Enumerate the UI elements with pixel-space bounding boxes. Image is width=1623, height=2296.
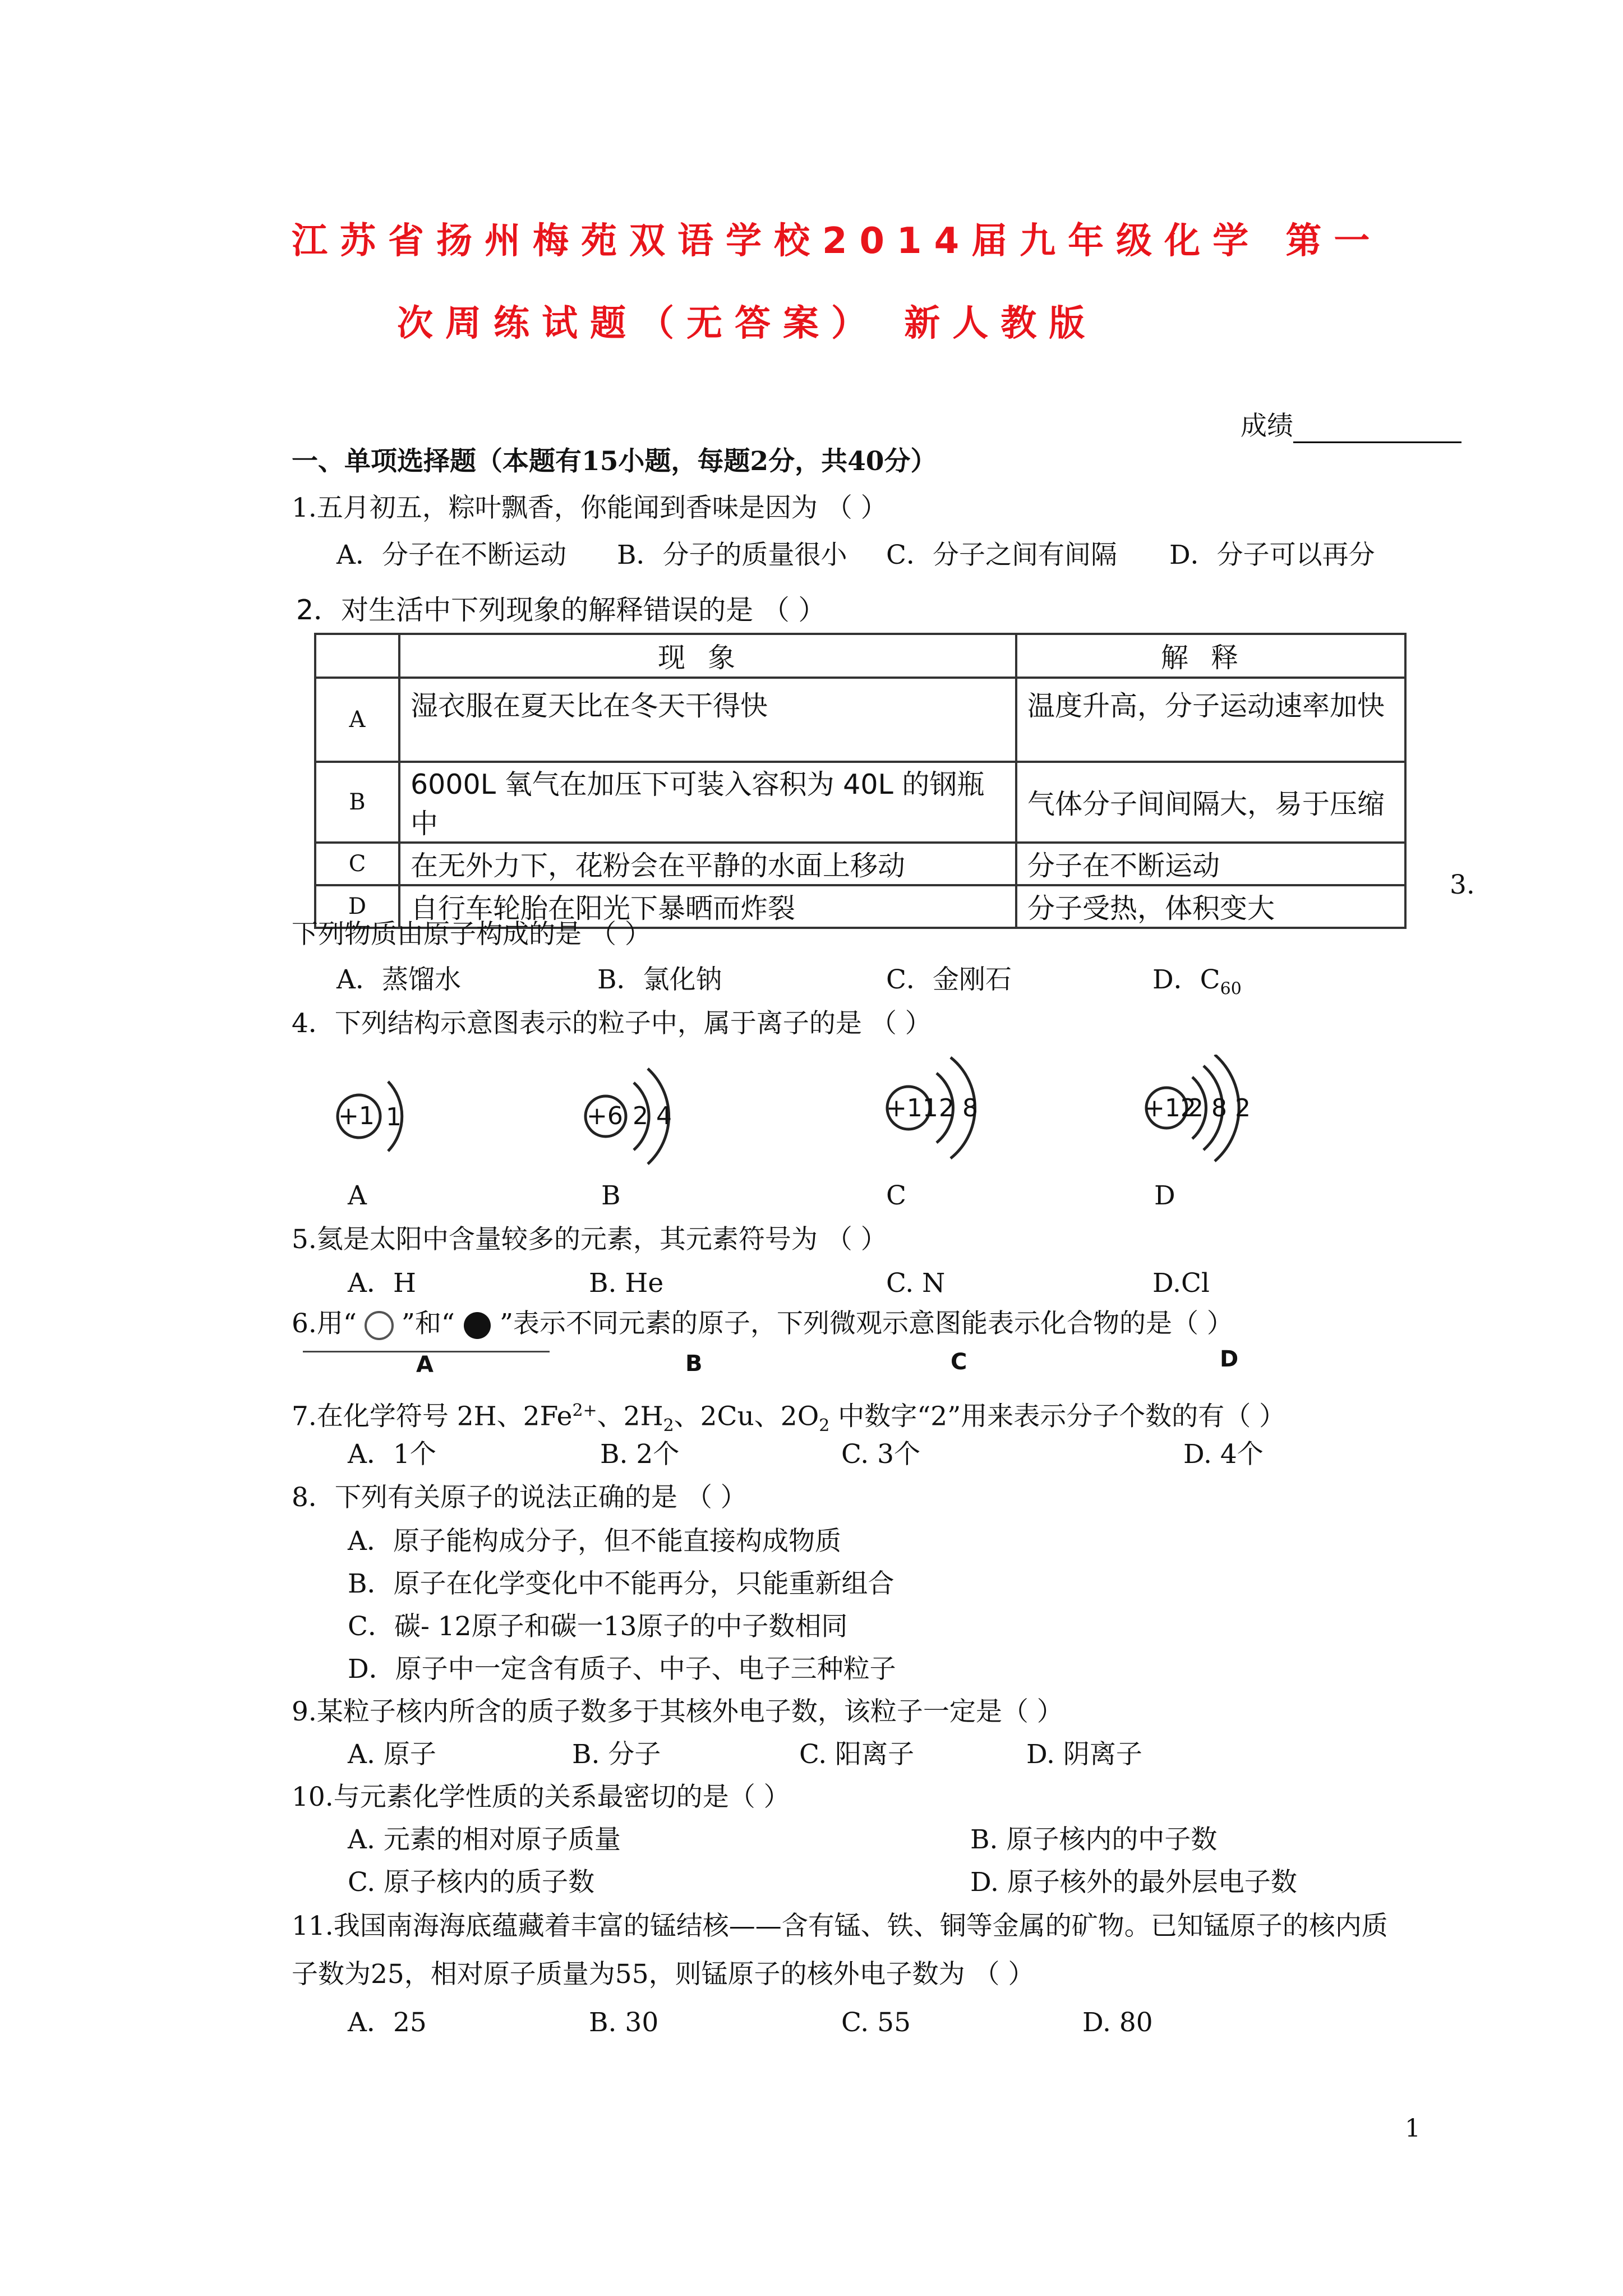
q10-option-c: C. 原子核内的质子数 (348, 1867, 595, 1898)
section-heading: 一、单项选择题（本题有15小题，每题2分，共40分） (292, 446, 937, 477)
atom-a-nucleus: +1 (338, 1102, 375, 1130)
q4-label-c: C (886, 1180, 906, 1211)
q7-option-d: D. 4个 (1183, 1439, 1264, 1470)
q1-stem: 1.五月初五，粽叶飘香，你能闻到香味是因为 （ ） (292, 493, 887, 523)
q2-row-explanation: 分子在不断运动 (1016, 843, 1405, 885)
q6-label-d: D (1220, 1346, 1239, 1372)
score-field (1241, 409, 1461, 443)
score-label: 成绩 (1241, 411, 1293, 441)
q3-number: 3. (1450, 869, 1475, 900)
q1-option-c: C．分子之间有间隔 (886, 540, 1117, 570)
q6-label-c: C (951, 1349, 967, 1375)
q3-stem: 下列物质由原子构成的是 （ ） (292, 919, 651, 950)
page-number: 1 (1405, 2114, 1421, 2143)
q10-option-b: B. 原子核内的中子数 (970, 1824, 1218, 1855)
q2-row-explanation: 气体分子间间隔大，易于压缩 (1016, 762, 1405, 843)
q2-row-phenomenon: 自行车轮胎在阳光下暴晒而炸裂 (399, 885, 1016, 928)
q1-option-d: D．分子可以再分 (1169, 540, 1375, 570)
q7-option-c: C. 3个 (841, 1439, 921, 1470)
q11-line-1: 11.我国南海海底蕴藏着丰富的锰结核——含有锰、铁、铜等金属的矿物。已知锰原子的核内质 (292, 1911, 1388, 1941)
q3-option-a: A．蒸馏水 (336, 964, 461, 995)
q10-stem: 10.与元素化学性质的关系最密切的是（ ） (292, 1782, 790, 1812)
q11-option-a: A．25 (348, 2007, 427, 2038)
atom-c-shells: 2 8 (939, 1094, 978, 1122)
title-line-1: 江苏省扬州梅苑双语学校2014届九年级化学 第一 (292, 220, 1382, 262)
q1-option-a: A．分子在不断运动 (336, 540, 566, 570)
q7-option-a: A．1个 (348, 1439, 436, 1470)
q7-option-b: B. 2个 (600, 1439, 680, 1470)
q10-option-a: A. 元素的相对原子质量 (348, 1824, 621, 1855)
q2-row-explanation: 温度升高，分子运动速率加快 (1016, 678, 1405, 762)
q8-option-a: A．原子能构成分子，但不能直接构成物质 (348, 1526, 841, 1557)
q2-table (314, 633, 1407, 929)
q9-option-c: C. 阳离子 (799, 1739, 915, 1770)
atom-d-nucleus: +12 (1144, 1094, 1196, 1122)
white-atom-icon (357, 1309, 402, 1342)
atom-b-shells: 2 4 (633, 1102, 672, 1130)
q11-option-d: D. 80 (1082, 2007, 1153, 2038)
q6-label-a: A (416, 1352, 434, 1378)
q2-row-phenomenon: 6000L 氧气在加压下可装入容积为 40L 的钢瓶中 (399, 762, 1016, 843)
q3-option-d: D．$C_{60}$ (1152, 964, 1242, 999)
q8-option-b: B．原子在化学变化中不能再分，只能重新组合 (348, 1568, 895, 1599)
q8-option-d: D．原子中一定含有质子、中子、电子三种粒子 (348, 1654, 896, 1685)
score-blank (1293, 416, 1461, 443)
q5-option-a: A．H (348, 1268, 416, 1299)
q2-row-label: A (315, 678, 399, 762)
q9-stem: 9.某粒子核内所含的质子数多于其核外电子数，该粒子一定是（ ） (292, 1696, 1063, 1727)
q2-row-phenomenon: 在无外力下，花粉会在平静的水面上移动 (399, 843, 1016, 885)
q11-option-b: B. 30 (589, 2007, 659, 2038)
atom-a-shells: 1 (386, 1103, 402, 1131)
q5-stem: 5.氦是太阳中含量较多的元素，其元素符号为 （ ） (292, 1224, 887, 1255)
q3-option-b: B．氯化钠 (597, 964, 722, 995)
atom-b-nucleus: +6 (587, 1102, 623, 1130)
black-atom-icon (455, 1309, 500, 1342)
q4-stem: 4．下列结构示意图表示的粒子中，属于离子的是 （ ） (292, 1008, 932, 1039)
q5-option-c: C. N (886, 1268, 946, 1299)
q11-option-c: C. 55 (841, 2007, 911, 2038)
q6-stem: 6.用“ ”和“ ”表示不同元素的原子，下列微观示意图能表示化合物的是（ ） (292, 1307, 1233, 1342)
q2-header-explanation: 解释 (1016, 634, 1405, 678)
q4-label-b: B (601, 1180, 621, 1211)
title-line-2: 次周练试题（无答案） 新人教版 (397, 303, 1098, 344)
atom-c-nucleus: +11 (886, 1094, 938, 1122)
q4-label-d: D (1154, 1180, 1175, 1211)
atom-d-shells: 2 8 2 (1188, 1094, 1251, 1122)
q2-row-label: B (315, 762, 399, 843)
q2-row-explanation: 分子受热，体积变大 (1016, 885, 1405, 928)
q2-header-phenomenon: 现象 (399, 634, 1016, 678)
q5-option-d: D.Cl (1152, 1268, 1210, 1299)
q11-line-2: 子数为25，相对原子质量为55，则锰原子的核外电子数为 （ ） (292, 1959, 1035, 1990)
q2-header-blank (315, 634, 399, 678)
q3-option-c: C．金刚石 (886, 964, 1012, 995)
q2-stem: 2．对生活中下列现象的解释错误的是 （ ） (296, 594, 826, 626)
q4-label-a: A (348, 1180, 367, 1211)
q8-stem: 8．下列有关原子的说法正确的是 （ ） (292, 1482, 747, 1513)
q10-option-d: D. 原子核外的最外层电子数 (970, 1867, 1297, 1898)
q1-option-b: B．分子的质量很小 (617, 540, 847, 570)
q9-option-d: D. 阴离子 (1026, 1739, 1142, 1770)
q2-row-phenomenon: 湿衣服在夏天比在冬天干得快 (399, 678, 1016, 762)
q8-option-c: C．碳- 12原子和碳一13原子的中子数相同 (348, 1611, 848, 1642)
q6-label-b: B (685, 1351, 703, 1377)
q2-row-label: D (315, 885, 399, 928)
q7-stem: 7.在化学符号 2H、$2Fe^{2+}$、$2H_2$、2Cu、$2O_2$ 中数字“2”用来表示分子个数的有（ ） (292, 1401, 1286, 1436)
q9-option-b: B. 分子 (572, 1739, 661, 1770)
q4-atom-diagrams (314, 1055, 1436, 1178)
q9-option-a: A. 原子 (348, 1739, 436, 1770)
q2-row-label: C (315, 843, 399, 885)
q5-option-b: B. He (589, 1268, 664, 1299)
